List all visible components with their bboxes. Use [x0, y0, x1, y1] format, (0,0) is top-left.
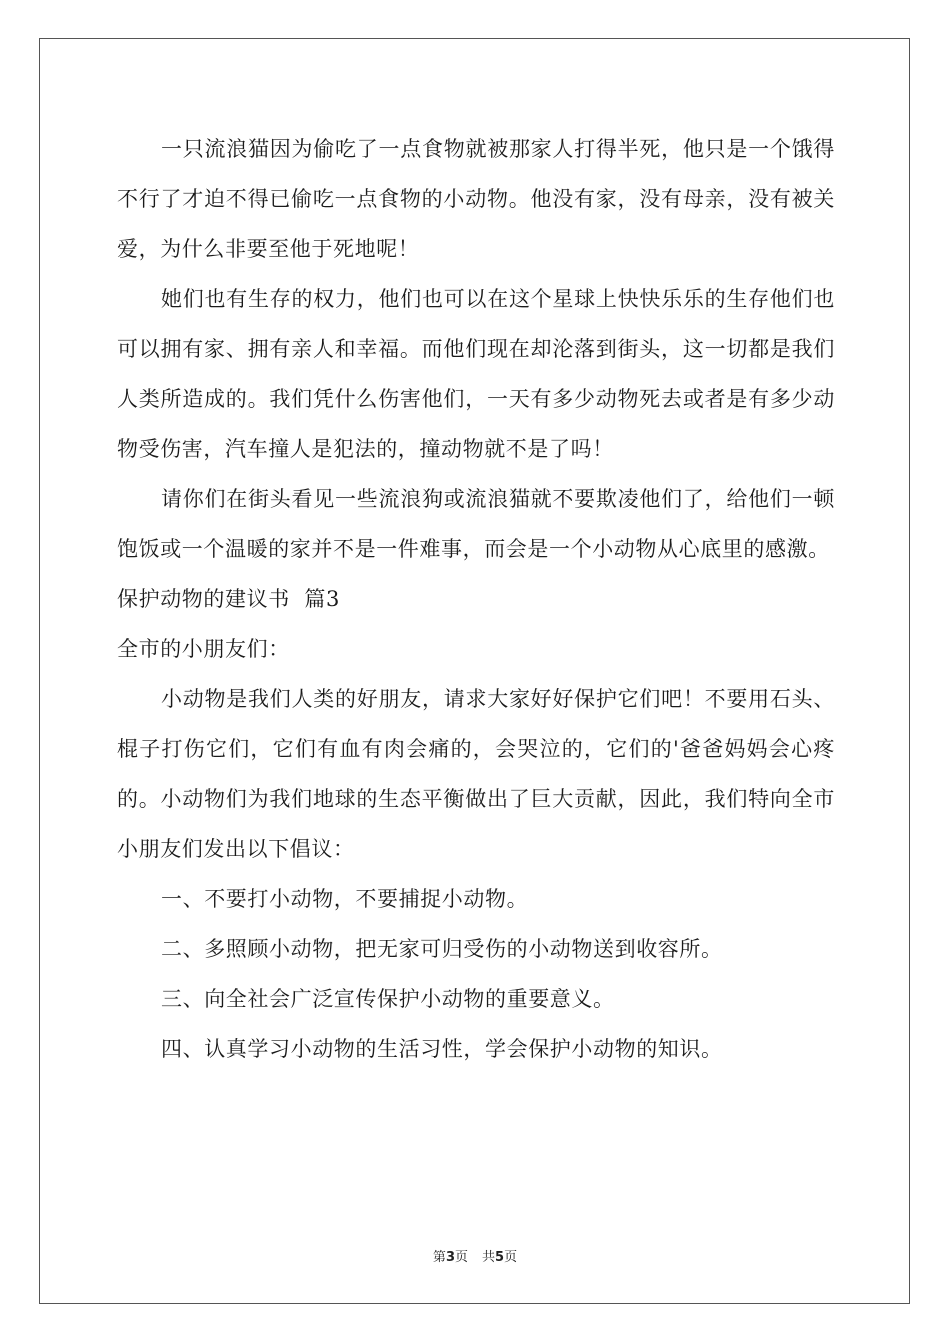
paragraph-right-to-live: 她们也有生存的权力，他们也可以在这个星球上快快乐乐的生存他们也可以拥有家、拥有亲人和幸福。而他们现在却沦落到街头，这一切都是我们人类所造成的。我们凭什么伤害他们，一天有多少动物死去或者是有多少动物受伤害，汽车撞人是犯法的，撞动物就不是了吗！ [117, 287, 835, 461]
total-pages: 5 [495, 1250, 505, 1265]
paragraph-request: 请你们在街头看见一些流浪狗或流浪猫就不要欺凌他们了，给他们一顿饱饭或一个温暖的家并不是一件难事，而会是一个小动物从心底里的感激。 [117, 487, 835, 561]
page-number: 3 [445, 1250, 455, 1265]
proposal-item-2: 二、多照顾小动物，把无家可归受伤的小动物送到收容所。 [161, 937, 723, 961]
total-suffix: 页 [504, 1250, 518, 1265]
page-suffix: 页 [454, 1250, 468, 1265]
total-prefix: 共 [482, 1250, 496, 1265]
page-prefix: 第 [432, 1250, 446, 1265]
page-footer [0, 1246, 950, 1265]
paragraph-stray-cat: 一只流浪猫因为偷吃了一点食物就被那家人打得半死，他只是一个饿得不行了才迫不得已偷吃一点食物的小动物。他没有家，没有母亲，没有被关爱，为什么非要至他于死地呢！ [117, 137, 835, 261]
proposal-item-1: 一、不要打小动物，不要捕捉小动物。 [161, 887, 529, 911]
document-body [117, 124, 835, 1074]
salutation: 全市的小朋友们： [117, 637, 290, 661]
paragraph-proposal: 小动物是我们人类的好朋友，请求大家好好保护它们吧！不要用石头、棍子打伤它们，它们有血有肉会痛的，会哭泣的，它们的'爸爸妈妈会心疼的。小动物们为我们地球的生态平衡做出了巨大贡献，因此，我们特向全市小朋友们发出以下倡议： [117, 687, 835, 861]
proposal-item-3: 三、向全社会广泛宣传保护小动物的重要意义。 [161, 987, 615, 1011]
proposal-item-4: 四、认真学习小动物的生活习性，学会保护小动物的知识。 [161, 1037, 723, 1061]
section-title: 保护动物的建议书 篇3 [117, 587, 340, 611]
